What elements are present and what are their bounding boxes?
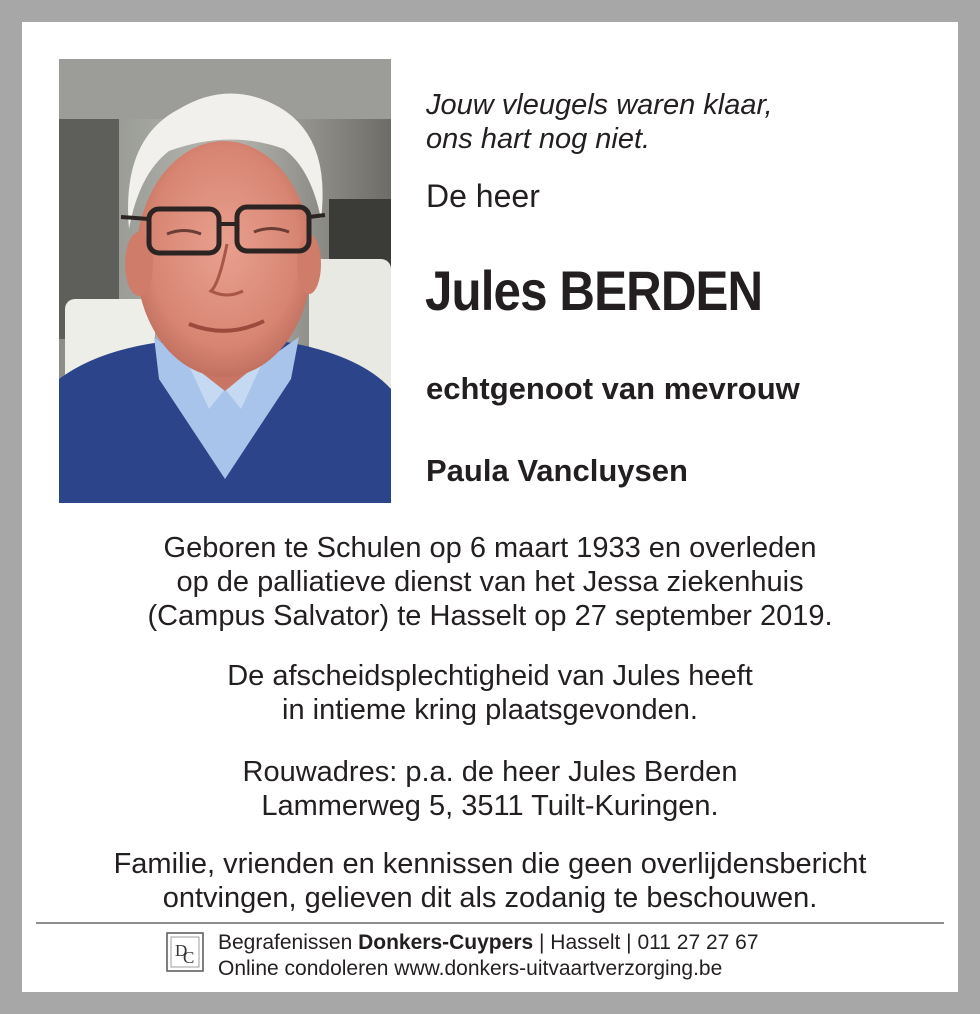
portrait-photo <box>59 59 391 503</box>
quote-line: ons hart nog niet. <box>426 123 651 155</box>
phone-number: 011 27 27 67 <box>637 931 759 954</box>
birth-death-paragraph: Geboren te Schulen op 6 maart 1933 en overleden op de palliatieve dienst van het Jessa ziekenhuis (Campus Salvator) te Hasselt op 27 september 2019. <box>147 532 833 632</box>
website-link[interactable]: www.donkers-uitvaartverzorging.be <box>394 957 723 980</box>
company-name: Donkers-Cuypers <box>358 931 534 954</box>
funeral-home-logo <box>166 932 204 972</box>
footer-line-2: Online condoleren www.donkers-uitvaartverzorging.be <box>218 957 723 980</box>
obituary-card <box>22 22 958 992</box>
spouse-name: Paula Vancluysen <box>426 453 688 488</box>
quote-line: Jouw vleugels waren klaar, <box>426 89 773 121</box>
quote <box>426 88 773 156</box>
notice-paragraph: Familie, vrienden en kennissen die geen overlijdensbericht ontvingen, gelieven dit als zodanig te beschouwen. <box>113 848 867 914</box>
footer-line-1: Begrafenissen Donkers-Cuypers | Hasselt | 011 27 27 67 <box>218 931 759 954</box>
svg-text:C: C <box>183 948 195 967</box>
address-paragraph: Rouwadres: p.a. de heer Jules Berden Lammerweg 5, 3511 Tuilt-Kuringen. <box>242 756 738 822</box>
divider <box>36 922 944 924</box>
svg-text:D: D <box>175 941 188 960</box>
relation: echtgenoot van mevrouw <box>426 371 800 406</box>
footer <box>218 930 759 982</box>
deceased-name: Jules BERDEN <box>425 259 763 322</box>
ceremony-paragraph: De afscheidsplechtigheid van Jules heeft in intieme kring plaatsgevonden. <box>227 660 753 726</box>
title: De heer <box>426 178 540 214</box>
